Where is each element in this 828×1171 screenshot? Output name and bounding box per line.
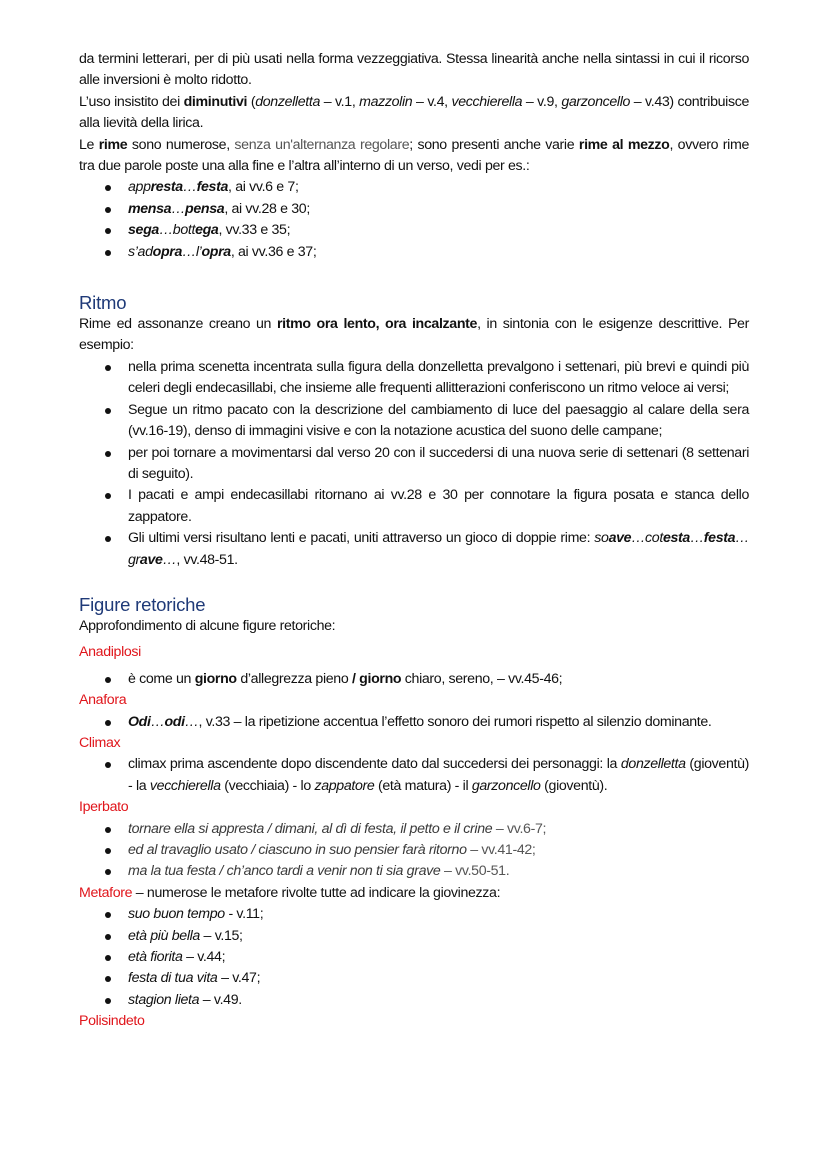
text-run: rime	[98, 136, 128, 153]
bullet-icon	[105, 408, 111, 414]
text-run: d’allegrezza pieno	[236, 670, 352, 687]
bullet-icon	[105, 762, 111, 768]
text-run: Le	[79, 136, 99, 153]
bullet-icon	[105, 720, 111, 726]
text-run: (vecchiaia) - lo	[220, 777, 315, 794]
list-item	[79, 754, 749, 797]
text-run: ega	[195, 222, 219, 239]
intro-paragraph-1	[79, 49, 749, 92]
list-item	[79, 819, 749, 840]
list-item	[79, 199, 749, 220]
list-item	[79, 947, 749, 968]
text-run: sono numerose,	[127, 136, 235, 153]
text-run: donzelletta	[620, 756, 686, 773]
label-anafora: Anafora	[79, 692, 127, 709]
bullet-icon	[105, 493, 111, 499]
list-item	[79, 400, 749, 443]
list-item	[79, 968, 749, 989]
text-run: s’ad	[128, 243, 153, 260]
text-run: suo buon tempo	[128, 906, 225, 923]
text-run: festa di tua vita	[128, 970, 218, 987]
ritmo-intro	[79, 314, 749, 357]
list-item	[79, 220, 749, 241]
bullet-icon	[105, 848, 111, 854]
text-run: Gli ultimi versi risultano lenti e pacati, uniti attraverso un gioco di doppie rime:	[128, 530, 595, 547]
label-polisindeto: Polisindeto	[79, 1013, 145, 1030]
text-run: – v.44;	[182, 949, 226, 966]
text-run: ritmo ora lento, ora incalzante	[276, 316, 478, 333]
text-run: …gr	[128, 530, 749, 568]
text-run: stagion lieta	[128, 991, 200, 1008]
text-run: …	[182, 179, 197, 196]
label-metafore: Metafore	[79, 884, 133, 901]
text-run: - v.11;	[224, 906, 264, 923]
text-run: senza un'alternanza regolare	[234, 136, 410, 153]
bullet-icon	[105, 934, 111, 940]
text-run: – v.9,	[522, 93, 562, 110]
text-run: …cot	[631, 530, 663, 547]
ritmo-list	[79, 357, 749, 571]
text-run: …bott	[158, 222, 196, 239]
bullet-icon	[105, 869, 111, 875]
text-run: età fiorita	[128, 949, 183, 966]
text-run: tornare ella si appresta / dimani, al dì di festa, il petto e il crine	[128, 820, 493, 837]
bullet-icon	[105, 976, 111, 982]
text-run: chiaro, sereno, – vv.45-46;	[401, 670, 563, 687]
text-run: ; sono presenti anche varie	[409, 136, 579, 153]
section-heading-ritmo: Ritmo	[79, 292, 127, 314]
anadiplosi-list	[79, 669, 749, 690]
text-run: (	[247, 93, 256, 110]
text-run: Odi	[128, 713, 151, 730]
bullet-icon	[105, 250, 111, 256]
text-run: diminutivi	[183, 93, 248, 110]
text-run: …	[171, 200, 186, 217]
text-run: , ai vv.6 e 7;	[228, 179, 299, 196]
list-item	[79, 712, 749, 733]
metafore-description: – numerose le metafore rivolte tutte ad indicare la giovinezza:	[132, 884, 501, 901]
section-heading-figure-retoriche: Figure retoriche	[79, 593, 206, 615]
text-run: giorno	[359, 670, 402, 687]
text-run: Rime ed assonanze creano un	[79, 316, 277, 333]
metafore-list	[79, 904, 749, 1011]
text-run: – v.43) contribuisce alla lievità della lirica.	[79, 93, 750, 132]
text-run: (gioventù).	[540, 777, 608, 794]
bullet-icon	[105, 677, 111, 683]
iperbato-list	[79, 819, 749, 883]
list-item	[79, 242, 749, 263]
metafore-line	[79, 883, 749, 904]
text-run: , ai vv.36 e 37;	[230, 243, 317, 260]
text-run: pensa	[185, 200, 225, 217]
text-run: , vv.33 e 35;	[218, 222, 291, 239]
intro-paragraph-diminutivi	[79, 92, 749, 135]
text-run: , ovvero rime tra due parole poste una alla fine e l’altra all’interno di un verso, vedi per es.:	[79, 136, 749, 175]
text-run: vecchierella	[149, 777, 221, 794]
text-run: climax prima ascendente dopo discendente dato dal succedersi dei personaggi: la	[128, 756, 621, 773]
text-run: ed al travaglio usato / ciascuno in suo pensier farà ritorno	[128, 842, 467, 858]
bullet-icon	[105, 912, 111, 918]
rime-al-mezzo-list	[79, 177, 749, 263]
text-run: zappatore	[314, 777, 375, 794]
text-run: festa	[196, 179, 229, 196]
text-run: …	[689, 530, 704, 547]
text-run: – v.4,	[412, 93, 452, 110]
text-run: , vv.48-51.	[176, 551, 238, 568]
list-item	[79, 443, 749, 486]
document-page	[79, 49, 749, 1033]
text-run: – vv.6-7;	[492, 820, 547, 837]
anafora-list	[79, 712, 749, 733]
text-run: mensa	[128, 200, 172, 217]
list-item	[79, 904, 749, 925]
text-run: festa	[703, 530, 736, 547]
text-run: – vv.50-51.	[440, 863, 510, 880]
label-iperbato: Iperbato	[79, 799, 129, 816]
bullet-icon	[105, 207, 111, 213]
text-run: I pacati e ampi endecasillabi ritornano ai vv.28 e 30 per connotare la figura posata e stanca dello zappatore.	[128, 487, 749, 525]
text-run: da termini letterari, per di più usati nella forma vezzeggiativa. Stessa linearità anche nella sintassi in cui il ricorso alle inversioni è molto ridotto.	[79, 51, 749, 89]
text-run: opra	[152, 243, 182, 260]
text-run: odi	[164, 713, 185, 730]
bullet-icon	[105, 998, 111, 1004]
label-climax: Climax	[79, 734, 121, 751]
text-run: rime al mezzo	[578, 136, 670, 153]
text-run: resta	[150, 179, 183, 196]
text-run: ave	[139, 551, 163, 568]
text-run: …	[162, 551, 177, 568]
text-run: , v.33 – la ripetizione accentua l’effetto sonoro dei rumori rispetto al silenzio dominante.	[198, 713, 712, 730]
list-item	[79, 177, 749, 198]
bullet-icon	[105, 955, 111, 961]
text-run: so	[594, 530, 609, 547]
text-run: …l’	[182, 243, 202, 260]
text-run: garzoncello	[561, 93, 631, 110]
list-item	[79, 990, 749, 1011]
text-run: …	[184, 713, 199, 730]
bullet-icon	[105, 185, 111, 191]
bullet-icon	[105, 228, 111, 234]
text-run: nella prima scenetta incentrata sulla figura della donzelletta prevalgono i settenari, più brevi e quindi più celeri degli endecasillabi, che insieme alle frequenti allitterazioni conferiscono un ritmo veloce ai versi;	[128, 358, 749, 397]
text-run: (età matura) - il	[374, 777, 472, 794]
text-run: ave	[608, 530, 632, 547]
text-run: giorno	[194, 670, 237, 687]
bullet-icon	[105, 536, 111, 542]
text-run: – vv.41-42;	[466, 842, 536, 858]
text-run: ma la tua festa / ch’anco tardi a venir non ti sia grave	[128, 863, 441, 880]
bullet-icon	[105, 365, 111, 371]
figure-intro: Approfondimento di alcune figure retoriche:	[79, 617, 336, 634]
label-anadiplosi: Anadiplosi	[79, 644, 141, 661]
text-run: esta	[662, 530, 690, 547]
intro-paragraph-rime	[79, 135, 749, 178]
text-run: , ai vv.28 e 30;	[224, 200, 310, 217]
text-run: …	[150, 713, 165, 730]
list-item	[79, 485, 749, 528]
text-run: /	[351, 670, 356, 687]
list-item	[79, 528, 749, 571]
list-item	[79, 861, 749, 882]
text-run: – v.15;	[199, 927, 243, 944]
list-item	[79, 357, 749, 400]
bullet-icon	[105, 451, 111, 457]
text-run: sega	[128, 222, 159, 239]
text-run: (gioventù) - la	[128, 756, 749, 794]
text-run: mazzolin	[359, 93, 413, 110]
text-run: garzoncello	[471, 777, 541, 794]
text-run: donzelletta	[255, 93, 320, 110]
climax-list	[79, 754, 749, 797]
text-run: – v.47;	[217, 970, 261, 987]
text-run: app	[128, 179, 151, 196]
text-run: per poi tornare a movimentarsi dal verso 20 con il succedersi di una nuova serie di settenari (8 settenari di seguito).	[128, 444, 749, 482]
list-item	[79, 926, 749, 947]
text-run: opra	[201, 243, 231, 260]
text-run: L’uso insistito dei	[79, 93, 184, 110]
text-run: vecchierella	[451, 93, 523, 110]
text-run: – v.49.	[199, 991, 242, 1008]
text-run: – v.1,	[320, 93, 360, 110]
text-run: età più bella	[128, 927, 200, 944]
text-run: è come un	[128, 670, 195, 687]
text-run: Segue un ritmo pacato con la descrizione del cambiamento di luce del paesaggio al calare della sera (vv.16-19), denso di immagini visive e con la notazione acustica del suono delle campane;	[128, 401, 749, 440]
text-run: , in sintonia con le esigenze descrittive. Per esempio:	[79, 316, 749, 354]
list-item	[79, 840, 749, 861]
list-item	[79, 669, 749, 690]
bullet-icon	[105, 827, 111, 833]
